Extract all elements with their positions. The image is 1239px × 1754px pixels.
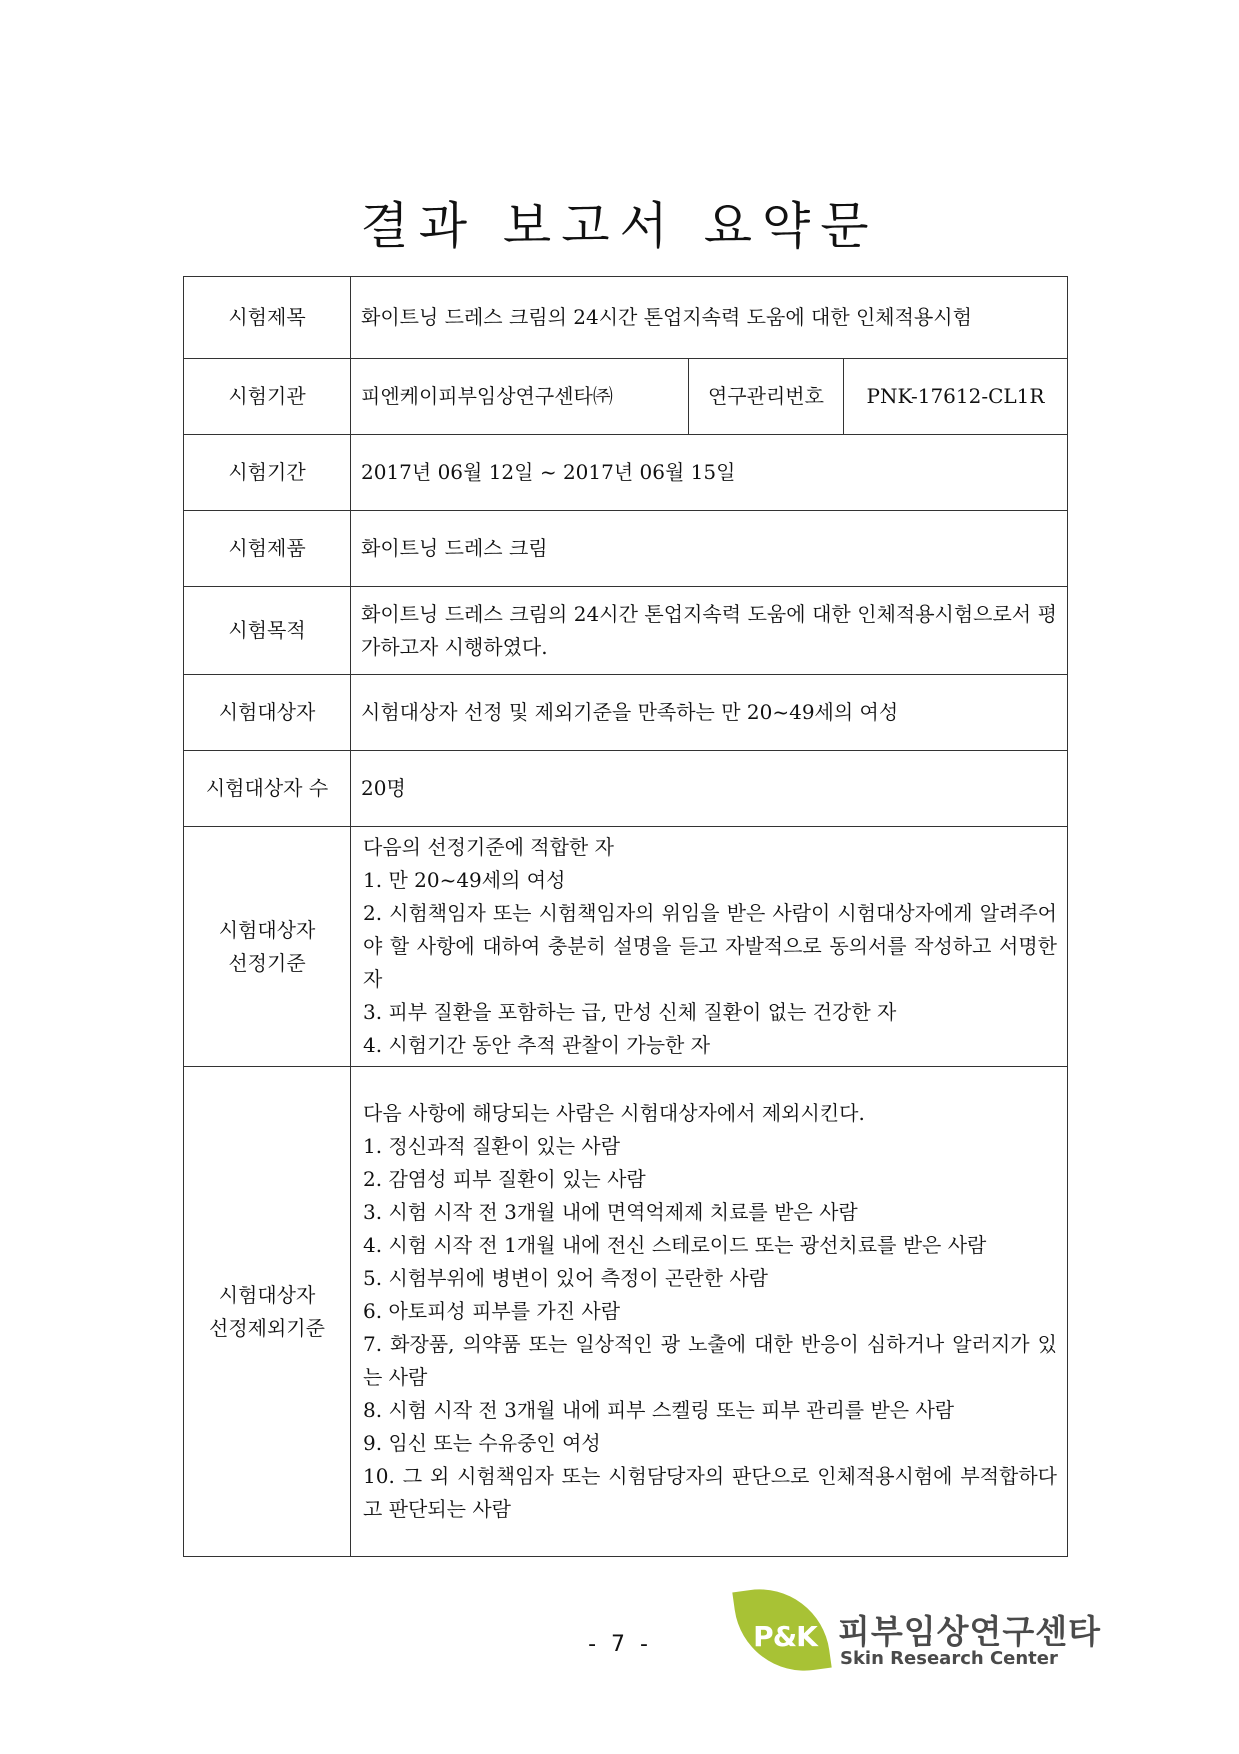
label-exclusion (184, 1067, 351, 1557)
label-inclusion (184, 827, 351, 1067)
list-item: 1. 만 20~49세의 여성 (363, 868, 566, 892)
inclusion-intro: 다음의 선정기준에 적합한 자 (363, 835, 614, 859)
label-product: 시험제품 (184, 511, 351, 587)
table-row (184, 751, 1068, 827)
list-item: 6. 아토피성 피부를 가진 사람 (363, 1299, 621, 1323)
logo-name-kr: 피부임상연구센타 (838, 1612, 1102, 1651)
value-exclusion (351, 1067, 1068, 1557)
logo-mark: P&K (753, 1620, 817, 1653)
list-item: 3. 시험 시작 전 3개월 내에 면역억제제 치료를 받은 사람 (363, 1200, 858, 1224)
list-item: 8. 시험 시작 전 3개월 내에 피부 스켈링 또는 피부 관리를 받은 사람 (363, 1398, 955, 1422)
label-exclusion-line1: 시험대상자 (218, 1282, 316, 1307)
label-subject-count: 시험대상자 수 (184, 751, 351, 827)
table-row (184, 359, 1068, 435)
list-item: 10. 그 외 시험책임자 또는 시험담당자의 판단으로 인체적용시험에 부적합하다고 판단되는 사람 (363, 1464, 1057, 1521)
list-item: 5. 시험부위에 병변이 있어 측정이 곤란한 사람 (363, 1266, 768, 1290)
value-period: 2017년 06월 12일 ~ 2017년 06월 15일 (351, 435, 1068, 511)
page-title: 결과 보고서 요약문 (360, 197, 879, 255)
logo-name-en: Skin Research Center (840, 1648, 1058, 1669)
label-inclusion-line2: 선정기준 (228, 950, 306, 975)
list-item: 2. 감염성 피부 질환이 있는 사람 (363, 1167, 646, 1191)
label-inclusion-line1: 시험대상자 (218, 917, 316, 942)
table-row (184, 435, 1068, 511)
value-purpose: 화이트닝 드레스 크림의 24시간 톤업지속력 도움에 대한 인체적용시험으로서 평가하고자 시행하였다. (351, 587, 1068, 675)
list-item: 2. 시험책임자 또는 시험책임자의 위임을 받은 사람이 시험대상자에게 알려주어야 할 사항에 대하여 충분히 설명을 듣고 자발적으로 동의서를 작성하고 서명한 자 (363, 901, 1057, 991)
page-number: - 7 - (588, 1632, 652, 1657)
value-subjects: 시험대상자 선정 및 제외기준을 만족하는 만 20~49세의 여성 (351, 675, 1068, 751)
table-row (184, 675, 1068, 751)
list-item: 9. 임신 또는 수유중인 여성 (363, 1431, 601, 1455)
label-exclusion-line2: 선정제외기준 (209, 1315, 325, 1340)
value-product: 화이트닝 드레스 크림 (351, 511, 1068, 587)
list-item: 1. 정신과적 질환이 있는 사람 (363, 1134, 621, 1158)
value-research-id: PNK-17612-CL1R (844, 359, 1068, 435)
value-inclusion (351, 827, 1068, 1067)
label-institution: 시험기관 (184, 359, 351, 435)
summary-table (183, 276, 1068, 1557)
table-row (184, 827, 1068, 1067)
list-item: 7. 화장품, 의약품 또는 일상적인 광 노출에 대한 반응이 심하거나 알러지가 있는 사람 (363, 1332, 1057, 1389)
value-institution: 피엔케이피부임상연구센타㈜ (351, 359, 689, 435)
value-subject-count: 20명 (351, 751, 1068, 827)
list-item: 4. 시험기간 동안 추적 관찰이 가능한 자 (363, 1033, 711, 1057)
table-row (184, 511, 1068, 587)
table-row (184, 1067, 1068, 1557)
label-research-id: 연구관리번호 (689, 359, 844, 435)
label-period: 시험기간 (184, 435, 351, 511)
label-subjects: 시험대상자 (184, 675, 351, 751)
label-purpose: 시험목적 (184, 587, 351, 675)
value-subject: 화이트닝 드레스 크림의 24시간 톤업지속력 도움에 대한 인체적용시험 (351, 277, 1068, 359)
list-item: 4. 시험 시작 전 1개월 내에 전신 스테로이드 또는 광선치료를 받은 사람 (363, 1233, 987, 1257)
company-logo (738, 1586, 1102, 1678)
exclusion-intro: 다음 사항에 해당되는 사람은 시험대상자에서 제외시킨다. (363, 1101, 865, 1125)
table-row (184, 277, 1068, 359)
table-row (184, 587, 1068, 675)
list-item: 3. 피부 질환을 포함하는 급, 만성 신체 질환이 없는 건강한 자 (363, 1000, 897, 1024)
label-subject: 시험제목 (184, 277, 351, 359)
